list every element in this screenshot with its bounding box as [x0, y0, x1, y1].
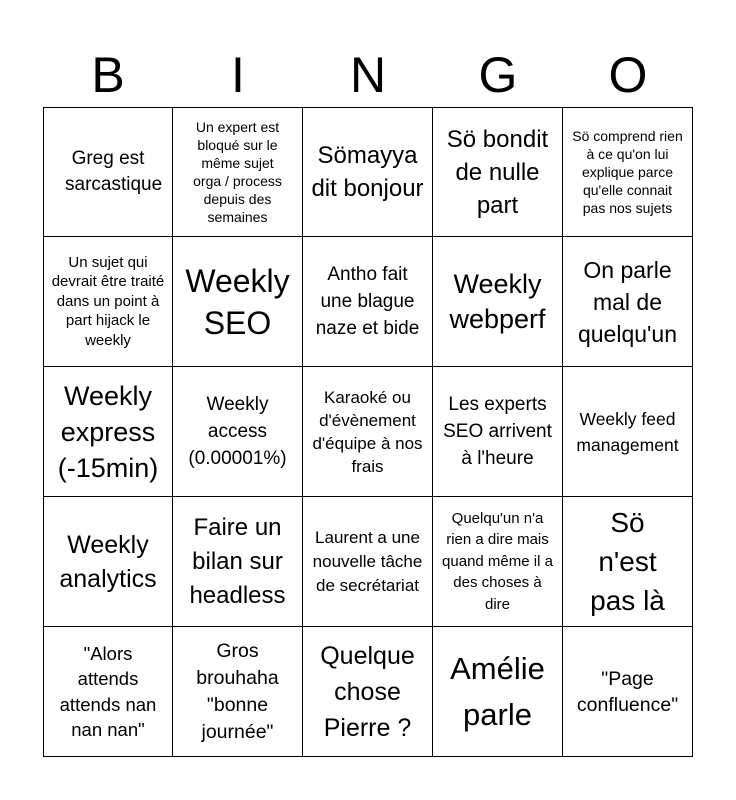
bingo-cell[interactable] — [303, 107, 433, 237]
cell-text: Weekly express (-15min) — [57, 380, 159, 483]
bingo-cell[interactable] — [43, 367, 173, 497]
cell-text: "Alors attends attends nan nan nan" — [59, 642, 157, 740]
bingo-cell[interactable] — [563, 367, 693, 497]
cell-text: Weekly analytics — [59, 530, 157, 593]
bingo-cell[interactable] — [303, 367, 433, 497]
bingo-cell[interactable] — [43, 497, 173, 627]
cell-text: Laurent a une nouvelle tâche de secrétariat — [312, 527, 423, 595]
bingo-cell[interactable] — [433, 627, 563, 757]
cell-text: Sö bondit de nulle part — [446, 125, 549, 219]
cell-text: Faire un bilan sur headless — [189, 513, 286, 609]
bingo-cell[interactable] — [303, 497, 433, 627]
bingo-cell[interactable] — [43, 627, 173, 757]
bingo-cell[interactable] — [433, 107, 563, 237]
bingo-cell[interactable] — [303, 627, 433, 757]
cell-text: Un expert est bloqué sur le même sujet orga / process depuis des semaines — [193, 119, 282, 225]
cell-text: Amélie parle — [450, 650, 545, 732]
bingo-cell[interactable] — [563, 497, 693, 627]
cell-text: Weekly webperf — [449, 268, 546, 334]
header-letter-o: O — [608, 47, 648, 103]
cell-text: Quelqu'un n'a rien a dire mais quand même il a des choses à dire — [442, 509, 553, 613]
cell-text: Sö n'est pas là — [590, 507, 665, 616]
cell-text: Les experts SEO arrivent à l'heure — [443, 394, 552, 469]
bingo-cell[interactable] — [433, 497, 563, 627]
bingo-cell[interactable] — [563, 237, 693, 367]
bingo-cell[interactable] — [563, 107, 693, 237]
cell-text: "Page confluence" — [576, 667, 679, 716]
cell-text: Un sujet qui devrait être traité dans un point à part hijack le weekly — [51, 253, 165, 349]
header-letter-g: G — [478, 47, 518, 103]
bingo-cell[interactable] — [173, 237, 303, 367]
header-letter-i: I — [231, 47, 245, 103]
cell-text: Karaoké ou d'évènement d'équipe à nos frais — [312, 387, 423, 476]
cell-text: On parle mal de quelqu'un — [577, 256, 678, 347]
bingo-cell[interactable] — [433, 367, 563, 497]
cell-text: Sömayya dit bonjour — [311, 142, 424, 202]
bingo-cell[interactable] — [173, 107, 303, 237]
bingo-cell[interactable] — [173, 497, 303, 627]
bingo-cell[interactable] — [43, 237, 173, 367]
cell-text: Greg est sarcastique — [65, 148, 163, 195]
bingo-header — [43, 44, 693, 106]
cell-text: Gros brouhaha "bonne journée" — [196, 639, 279, 743]
bingo-cell[interactable] — [433, 237, 563, 367]
bingo-cell[interactable] — [173, 627, 303, 757]
cell-text: Antho fait une blague naze et bide — [315, 264, 420, 339]
cell-text: Sö comprend rien à ce qu'on lui explique parce qu'elle connait pas nos sujets — [572, 128, 683, 216]
cell-text: Weekly feed management — [576, 408, 679, 455]
bingo-cell[interactable] — [563, 627, 693, 757]
bingo-cell[interactable] — [43, 107, 173, 237]
cell-text: Weekly SEO — [185, 262, 290, 341]
bingo-cell[interactable] — [173, 367, 303, 497]
cell-text: Quelque chose Pierre ? — [320, 641, 415, 742]
header-letter-b: B — [91, 47, 125, 103]
header-letter-n: N — [349, 47, 387, 103]
bingo-cell[interactable] — [303, 237, 433, 367]
bingo-board — [43, 107, 693, 757]
cell-text: Weekly access (0.00001%) — [188, 394, 287, 469]
